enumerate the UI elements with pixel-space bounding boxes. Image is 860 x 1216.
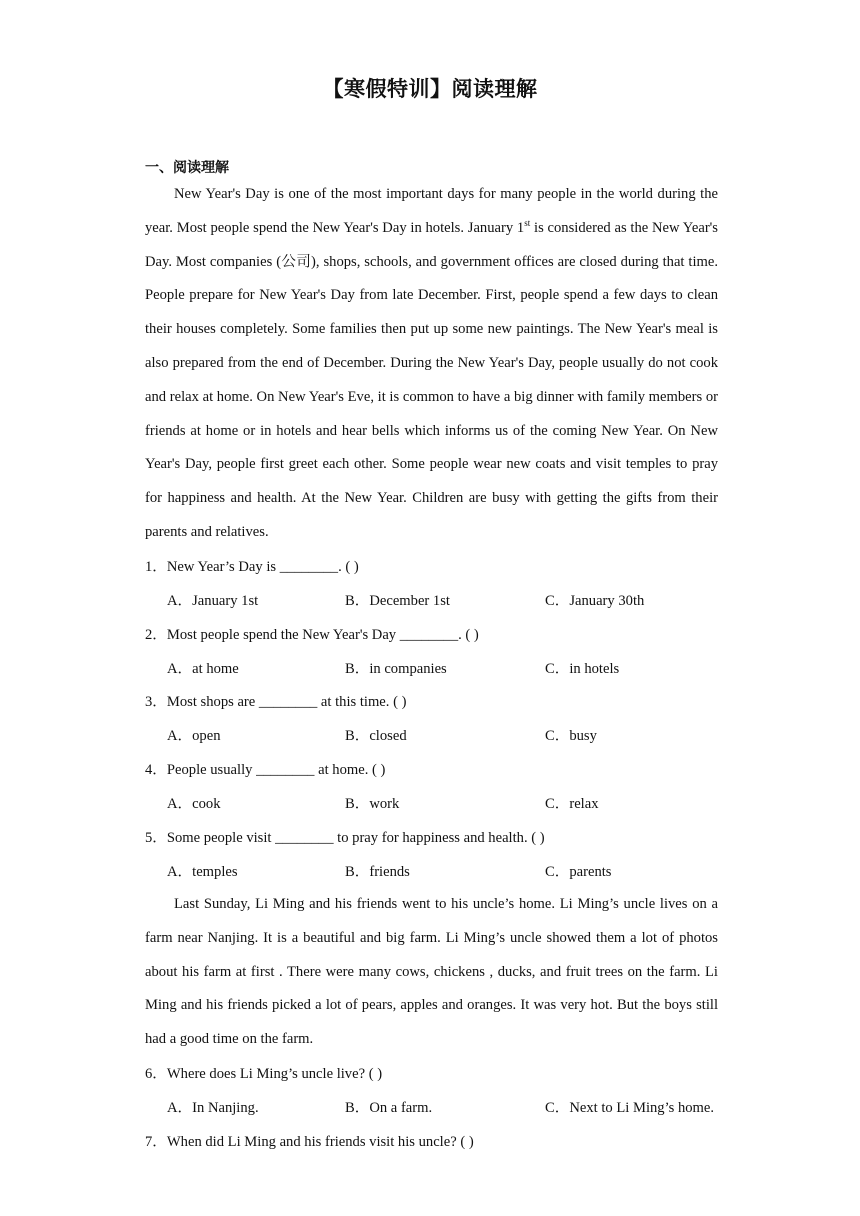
question-4-option-c: C．relax [545,796,599,812]
passage-2: Last Sunday, Li Ming and his friends went to his uncle’s home. Li Ming’s uncle lives on a farm near Nanjing. It is a beautiful and big farm. Li Ming’s uncle showed them a lot of photos about his farm at first . There were many cows, chickens , ducks, and fruit trees on the farm. Li Ming and his friends picked a lot of pears, apples and oranges. It was very hot. But the boys still had a good time on the farm. [145,896,718,1048]
question-1: 1．New Year’s Day is ________. ( ) [145,559,359,575]
question-3-option-b: B．closed [345,728,407,744]
question-6: 6．Where does Li Ming’s uncle live? ( ) [145,1066,383,1082]
question-3-option-c: C．busy [545,728,597,744]
passage-1-text-b: is considered as the New Year's Day. Most companies (公司), shops, schools, and government offices are closed during that time. People prepare for New Year's Day from late December. First, people spend a few days to clean their houses completely. Some families then put up some new paintings. The New Year's meal is also prepared from the end of December. During the New Year's Day, people usually do not cook and relax at home. On New Year's Eve, it is common to have a big dinner with family members or friends at home or in hotels and hear bells which informs us of the coming New Year. On New Year's Day, people first greet each other. Some people wear new coats and visit temples to pray for happiness and health. At the New Year. Children are busy with getting the gifts from their parents and relatives. [145,219,718,540]
question-2: 2．Most people spend the New Year's Day ________. ( ) [145,627,479,643]
question-4-option-a: A．cook [167,796,221,812]
question-6-option-c: C．Next to Li Ming’s home. [545,1100,715,1116]
question-5-option-c: C．parents [545,864,612,880]
question-1-option-a: A．January 1st [167,593,259,609]
question-5: 5．Some people visit ________ to pray for happiness and health. ( ) [145,830,545,846]
question-2-option-c: C．in hotels [545,661,620,677]
document-title: 【寒假特训】阅读理解 [322,77,538,101]
passage-1-text-a: New Year's Day is one of the most important days for many people in the world during the year. Most people spend the New Year's Day in hotels. January 1 [145,186,718,236]
question-4-option-b: B．work [345,796,400,812]
question-6-option-a: A．In Nanjing. [167,1100,259,1116]
question-1-option-b: B．December 1st [345,593,450,609]
question-2-option-a: A．at home [167,661,239,677]
question-6-option-b: B．On a farm. [345,1100,433,1116]
passage-1-superscript: st [524,217,531,228]
question-5-option-a: A．temples [167,864,238,880]
question-2-option-b: B．in companies [345,661,447,677]
question-1-option-c: C．January 30th [545,593,645,609]
question-4: 4．People usually ________ at home. ( ) [145,762,386,778]
question-5-option-b: B．friends [345,864,410,880]
section-heading: 一、阅读理解 [145,160,229,176]
question-3-option-a: A．open [167,728,221,744]
question-7: 7．When did Li Ming and his friends visit his uncle? ( ) [145,1134,474,1150]
question-3: 3．Most shops are ________ at this time. ( ) [145,694,407,710]
passage-1 [145,178,718,550]
